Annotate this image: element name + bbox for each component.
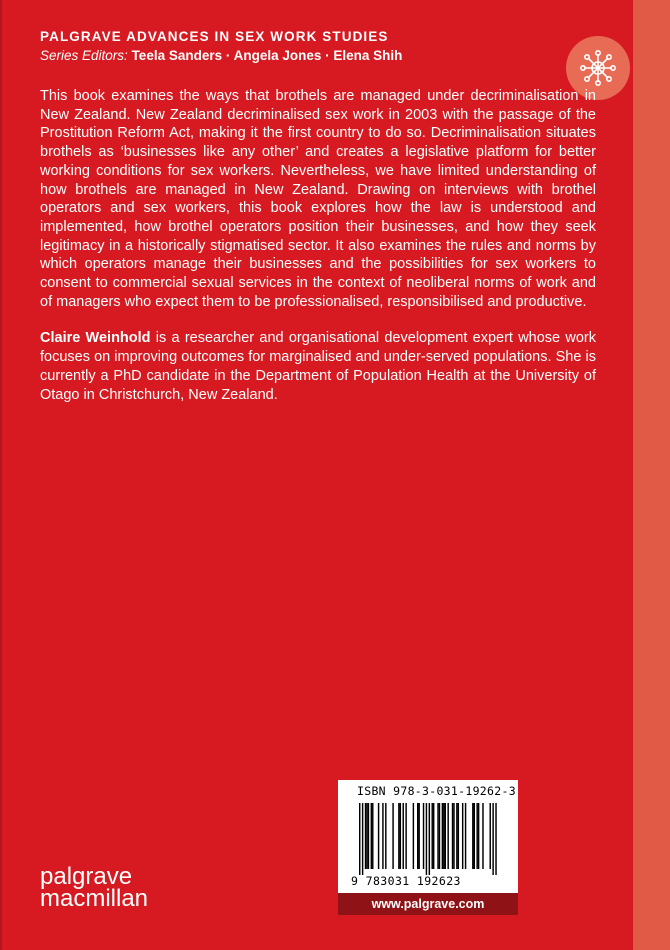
barcode-bar [465,803,466,869]
series-editors-label: Series Editors: [40,48,128,63]
barcode-bar [400,803,401,869]
publisher-logo [40,863,149,912]
barcode-bar [426,803,427,875]
barcode-bar [495,803,496,875]
series-editors-names: Teela Sanders · Angela Jones · Elena Shih [131,48,403,63]
barcode-bar [456,803,457,869]
barcode-bar [439,803,440,869]
barcode-bar [492,803,493,875]
barcode-bar [474,803,475,869]
author-bio [40,329,596,404]
author-bio-text: is a researcher and organisational development expert whose work focuses on improving outcomes for marginalised and under-served populations. She is currently a PhD candidate in the Department of Population Health at the University of Otago in Christchurch, New Zealand. [40,330,596,403]
website-link[interactable]: www.palgrave.com [371,897,485,911]
barcode-bar [372,803,373,869]
publisher-name-line2: macmillan [40,885,149,912]
barcode-bar [368,803,369,869]
publisher-name-line1: palgrave [40,863,133,890]
barcode-bar [429,803,430,875]
barcode-bar [418,803,419,869]
barcode-bar [433,803,434,869]
isbn-label: ISBN 978-3-031-19262-3 [357,784,516,798]
barcode-bar [462,803,463,869]
barcode-bar [405,803,406,869]
barcode-bar [382,803,383,869]
barcode-bar [482,803,483,869]
barcode-bar [403,803,404,869]
series-title: PALGRAVE ADVANCES IN SEX WORK STUDIES [40,29,389,44]
barcode-bar [366,803,367,869]
barcode-bar [362,803,363,875]
barcode-bar [443,803,444,869]
barcode-bar [371,803,372,869]
page-edge [0,0,2,950]
barcode-bar [445,803,446,869]
series-header [40,28,560,65]
barcode-bar [398,803,399,869]
barcode-bar [392,803,393,869]
barcode-bar [490,803,491,869]
barcode-bar [476,803,477,869]
back-cover-text [40,87,596,404]
barcode-bar [378,803,379,869]
barcode-bar [442,803,443,869]
spine-strip [633,0,670,950]
website-bar [338,893,518,915]
barcode-digits: 9 783031 192623 [351,874,461,888]
barcode-bar [423,803,424,869]
barcode-bar [437,803,438,869]
author-name: Claire Weinhold [40,330,151,347]
barcode-bar [458,803,459,869]
barcode [349,803,507,875]
barcode-bar [413,803,414,869]
barcode-bar [432,803,433,869]
barcode-bar [453,803,454,869]
barcode-bar [417,803,418,869]
barcode-bar [452,803,453,869]
series-editors [40,47,560,65]
barcode-bar [365,803,366,869]
barcode-bar [478,803,479,869]
barcode-bar [359,803,360,875]
barcode-bar [447,803,448,869]
isbn-barcode-box [338,780,518,894]
network-star-icon [578,48,618,88]
book-description: This book examines the ways that brothels are managed under decriminalisation in New Zealand. New Zealand decriminalised sex work in 2003 with the passage of the Prostitution Reform Act, making it the first country to do so. Decriminalisation situates brothels as ‘businesses like any other’ and creates a legislative platform for better working conditions for sex workers. Nevertheless, we have limited understanding of how brothels are managed in New Zealand. Drawing on interviews with brothel operators and sex workers, this book explores how the law is understood and implemented, how brothel operators position their businesses, and how they seek legitimacy in a historically stigmatised sector. It also examines the rules and norms by which operators manage their businesses and the possibilities for sex workers to consent to commercial sexual services in the context of neoliberal norms of work and of managers who expect them to be professionalised, responsibilised and productive. [40,88,596,310]
barcode-bar [385,803,386,869]
barcode-bar [472,803,473,869]
